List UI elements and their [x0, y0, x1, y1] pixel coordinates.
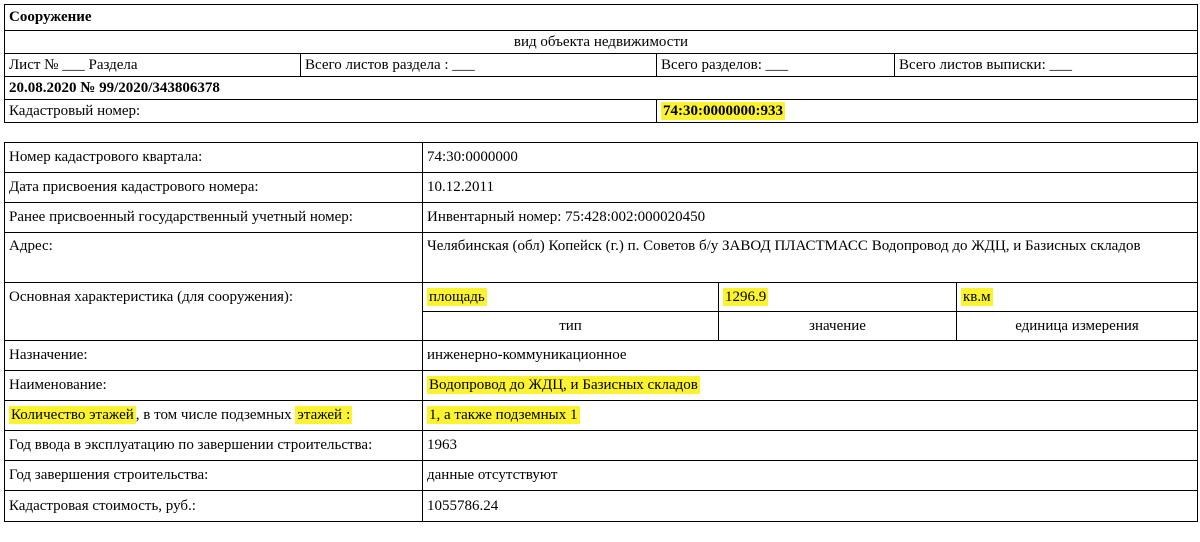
completion-year-label: Год завершения строительства:: [5, 461, 423, 491]
floors-label: [5, 401, 423, 431]
cadastral-number-cell: [657, 100, 1198, 123]
main-char-unit: кв.м: [963, 288, 991, 305]
table-row: [5, 461, 1198, 491]
assign-date-label: Дата присвоения кадастрового номера:: [5, 173, 423, 203]
quarter-label: Номер кадастрового квартала:: [5, 143, 423, 173]
prev-number-label: Ранее присвоенный государственный учетный номер:: [5, 203, 423, 233]
object-type: Сооружение: [5, 5, 1198, 31]
value-caption: значение: [719, 312, 957, 341]
table-row: [5, 233, 1198, 283]
cadastral-cost-value: 1055786.24: [423, 491, 1198, 522]
floors-label-part4: :: [346, 407, 351, 423]
table-row: [5, 371, 1198, 401]
floors-value-cell: [423, 401, 1198, 431]
address-label: Адрес:: [5, 233, 423, 283]
table-row: [5, 491, 1198, 522]
purpose-value: инженерно-коммуникационное: [423, 341, 1198, 371]
name-value: Водопровод до ЖДЦ, и Базисных складов: [429, 377, 698, 393]
main-char-unit-cell: [957, 283, 1198, 312]
table-row: [5, 341, 1198, 371]
cadastral-cost-label: Кадастровая стоимость, руб.:: [5, 491, 423, 522]
extract-header-table: [4, 4, 1198, 123]
main-char-value-cell: [719, 283, 957, 312]
table-row: [5, 283, 1198, 312]
table-row: [5, 431, 1198, 461]
sheet-number: Лист № ___ Раздела: [5, 54, 301, 77]
object-info-table: [4, 142, 1198, 522]
table-row: [5, 401, 1198, 431]
sections-total: Всего разделов: ___: [657, 54, 895, 77]
quarter-value: 74:30:0000000: [423, 143, 1198, 173]
table-row: [5, 143, 1198, 173]
main-char-value: 1296.9: [725, 288, 767, 305]
cadastral-number-label: Кадастровый номер:: [5, 100, 657, 123]
name-value-cell: [423, 371, 1198, 401]
section-sheets-total: Всего листов раздела : ___: [301, 54, 657, 77]
extract-date-number: 20.08.2020 № 99/2020/343806378: [5, 77, 1198, 100]
unit-caption: единица измерения: [957, 312, 1198, 341]
commission-year-value: 1963: [423, 431, 1198, 461]
extract-sheets-total: Всего листов выписки: ___: [895, 54, 1198, 77]
purpose-label: Назначение:: [5, 341, 423, 371]
main-char-type-cell: [423, 283, 719, 312]
table-row: [5, 173, 1198, 203]
address-value: Челябинская (обл) Копейск (г.) п. Советов б/у ЗАВОД ПЛАСТМАСС Водопровод до ЖДЦ, и Базисных складов: [423, 233, 1198, 283]
completion-year-value: данные отсутствуют: [423, 461, 1198, 491]
main-char-label: Основная характеристика (для сооружения):: [5, 283, 423, 341]
table-row: [5, 203, 1198, 233]
assign-date-value: 10.12.2011: [423, 173, 1198, 203]
floors-label-part1: Количество этажей: [11, 407, 134, 423]
name-label: Наименование:: [5, 371, 423, 401]
floors-label-part2: , в том числе подземных: [135, 407, 296, 423]
floors-value: 1, а также подземных 1: [429, 407, 578, 423]
type-caption: тип: [423, 312, 719, 341]
commission-year-label: Год ввода в эксплуатацию по завершении строительства:: [5, 431, 423, 461]
main-char-type: площадь: [429, 288, 485, 305]
cadastral-number: 74:30:0000000:933: [663, 102, 783, 119]
floors-label-part3: этажей: [297, 407, 343, 423]
prev-number-value: Инвентарный номер: 75:428:002:000020450: [423, 203, 1198, 233]
object-kind-caption: вид объекта недвижимости: [5, 31, 1198, 54]
